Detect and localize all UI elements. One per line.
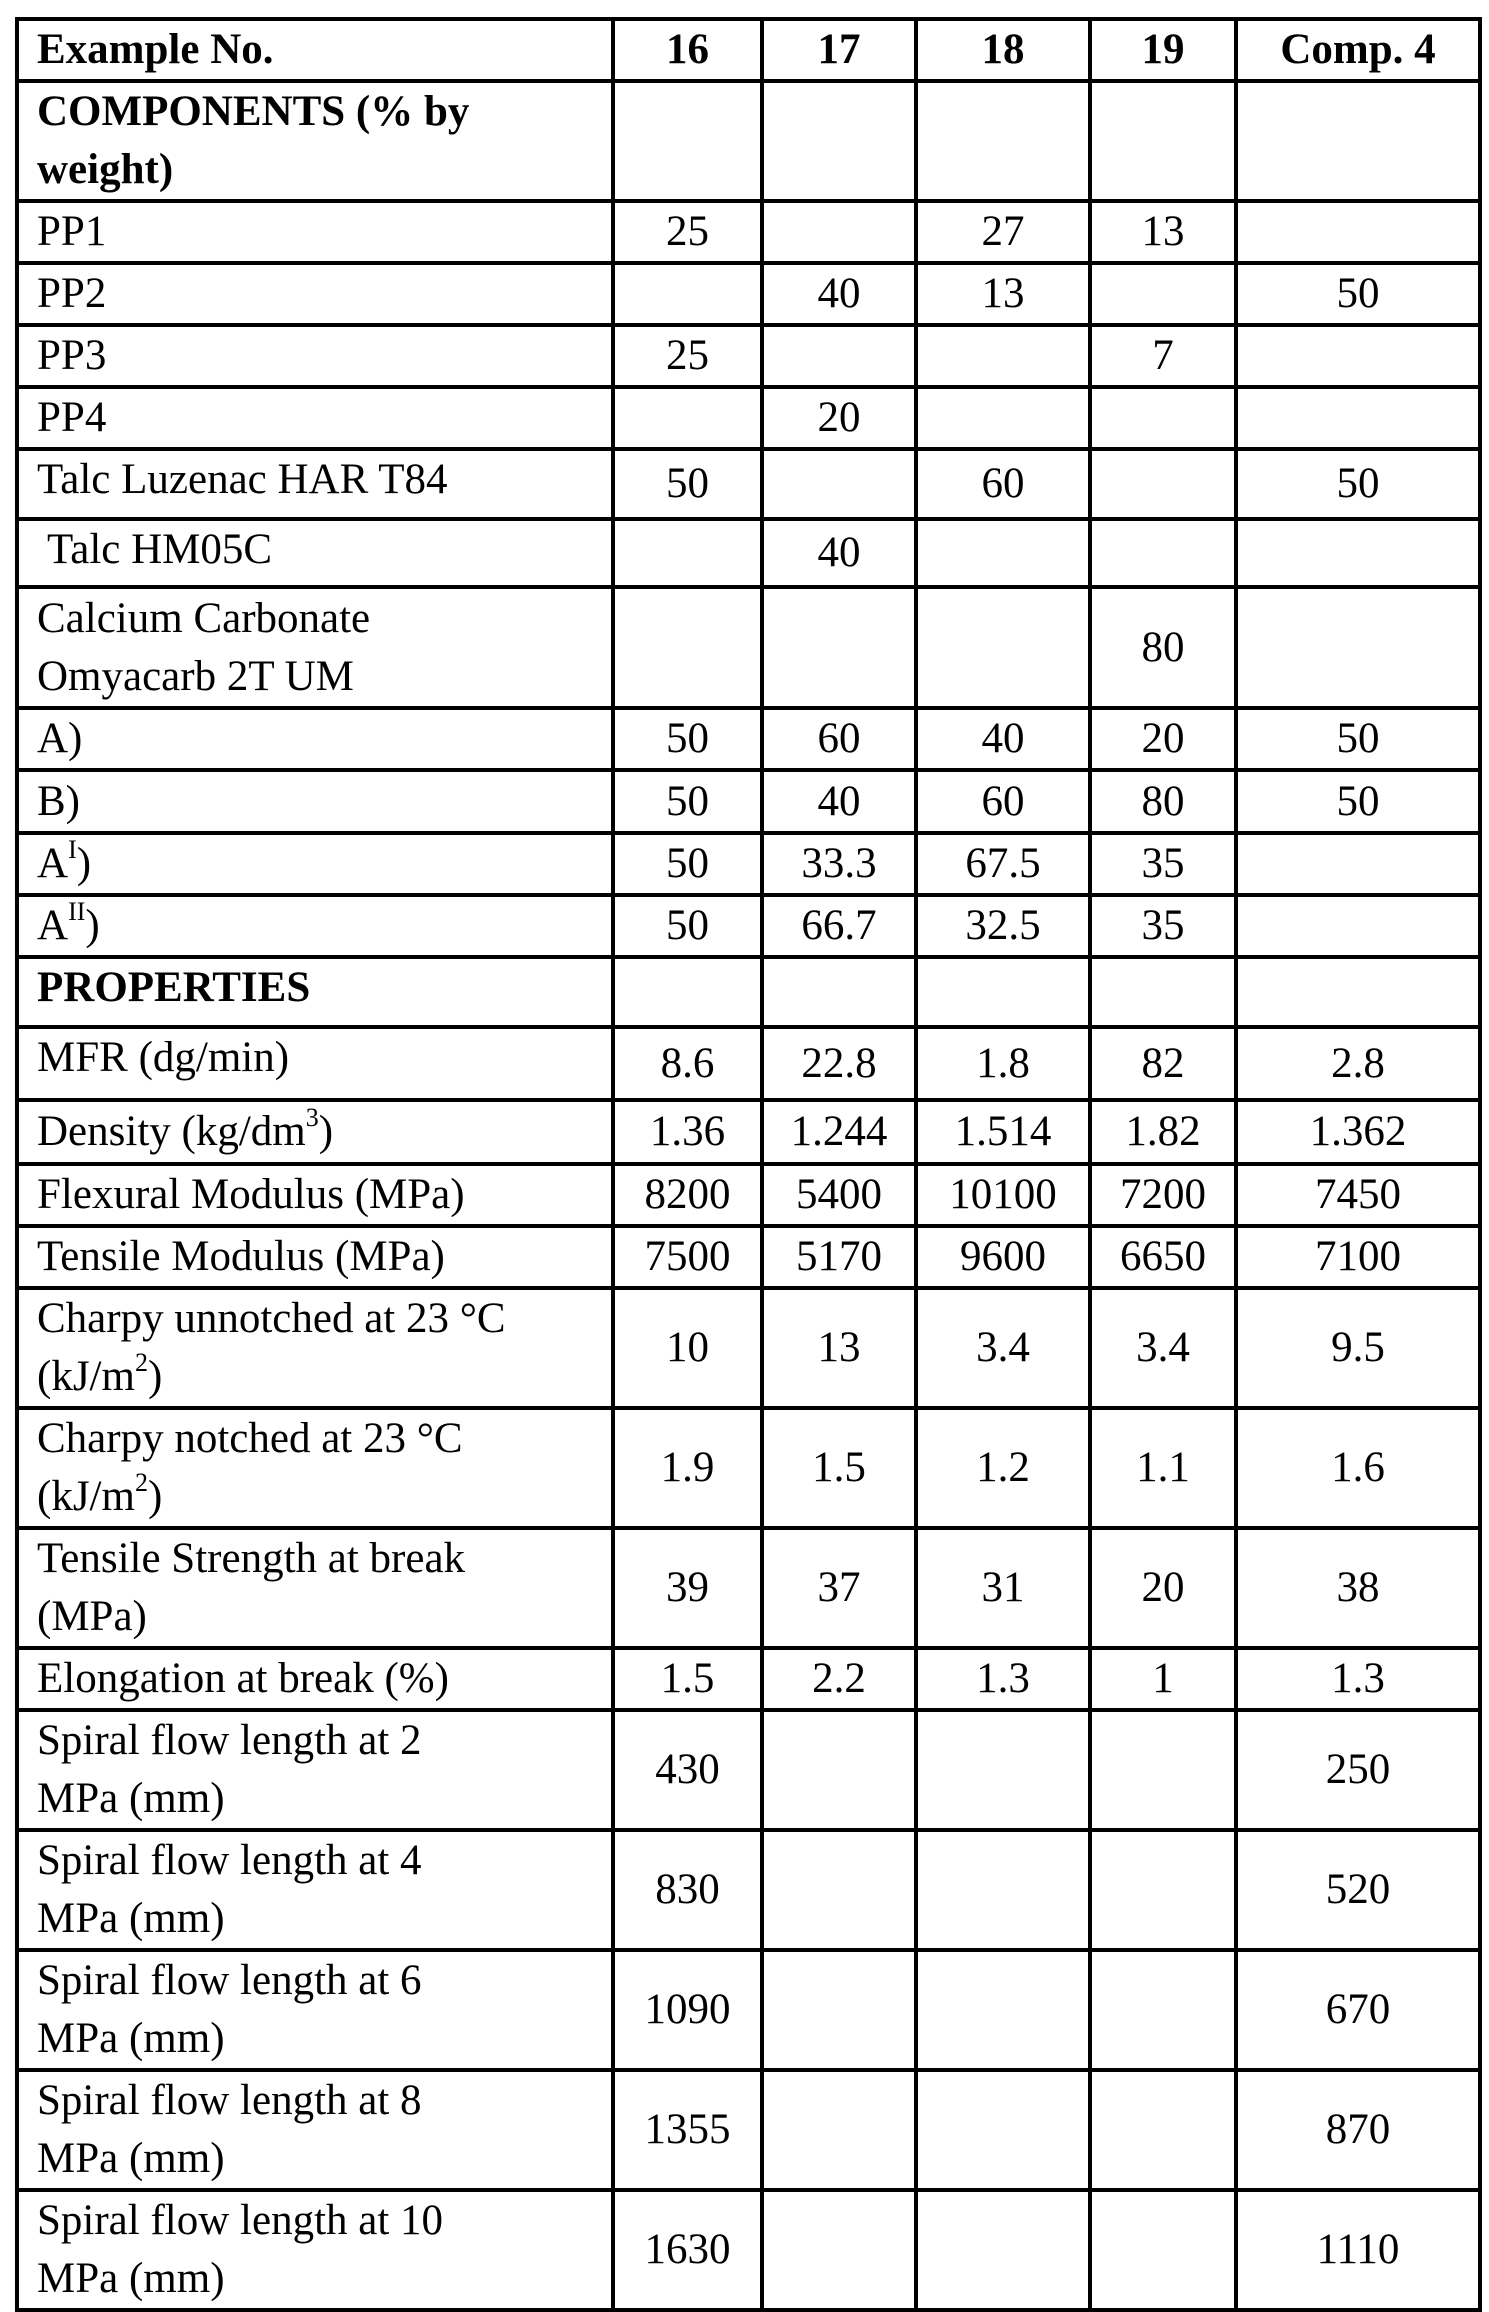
row-label: Flexural Modulus (MPa): [17, 1164, 613, 1226]
cell: 60: [762, 708, 916, 770]
cell: 38: [1236, 1528, 1480, 1648]
cell: 6650: [1090, 1226, 1236, 1288]
cell: [613, 387, 762, 449]
table-row: [17, 1226, 1480, 1288]
cell: 1.3: [916, 1648, 1090, 1710]
cell: 7200: [1090, 1164, 1236, 1226]
cell: 1.5: [613, 1648, 762, 1710]
row-label: PP3: [17, 325, 613, 387]
cell: [1090, 1830, 1236, 1950]
cell: 2.8: [1236, 1027, 1480, 1100]
cell: [916, 387, 1090, 449]
cell: [916, 2070, 1090, 2190]
cell: 1.82: [1090, 1100, 1236, 1164]
cell: [762, 201, 916, 263]
row-label: Spiral flow length at 4 MPa (mm): [17, 1830, 613, 1950]
cell: 31: [916, 1528, 1090, 1648]
cell: 22.8: [762, 1027, 916, 1100]
cell: [762, 1950, 916, 2070]
row-label: PP2: [17, 263, 613, 325]
cell: 1.2: [916, 1408, 1090, 1528]
cell: 670: [1236, 1950, 1480, 2070]
cell: 870: [1236, 2070, 1480, 2190]
cell: [916, 325, 1090, 387]
row-label: A): [17, 708, 613, 770]
label-base: Density (kg/dm: [37, 1108, 306, 1155]
cell: 1.9: [613, 1408, 762, 1528]
table-row: [17, 1528, 1480, 1648]
label-superscript: I: [68, 834, 77, 864]
table-row: [17, 895, 1480, 957]
section-row-components: [17, 81, 1480, 201]
cell: [613, 587, 762, 708]
cell: 40: [762, 519, 916, 587]
cell: [762, 587, 916, 708]
section-row-properties: [17, 957, 1480, 1027]
cell: [1090, 1950, 1236, 2070]
empty-cell: [1236, 957, 1480, 1027]
table-row: [17, 201, 1480, 263]
cell: 7500: [613, 1226, 762, 1288]
empty-cell: [762, 957, 916, 1027]
cell: 50: [1236, 263, 1480, 325]
cell: 1.36: [613, 1100, 762, 1164]
empty-cell: [1090, 81, 1236, 201]
table-row: [17, 2070, 1480, 2190]
cell: 1.3: [1236, 1648, 1480, 1710]
label-superscript: 3: [305, 1102, 319, 1132]
row-label: [17, 833, 613, 895]
label-superscript: 2: [134, 1467, 148, 1497]
empty-cell: [1090, 957, 1236, 1027]
cell: 1.362: [1236, 1100, 1480, 1164]
cell: 1: [1090, 1648, 1236, 1710]
cell: 40: [762, 770, 916, 833]
cell: 10: [613, 1288, 762, 1408]
cell: 9.5: [1236, 1288, 1480, 1408]
cell: 1.514: [916, 1100, 1090, 1164]
cell: [1236, 201, 1480, 263]
cell: 50: [1236, 770, 1480, 833]
row-label: MFR (dg/min): [17, 1027, 613, 1100]
cell: [1090, 519, 1236, 587]
header-label: Example No.: [17, 19, 613, 81]
label-tail: ): [318, 1108, 334, 1155]
row-label: [17, 895, 613, 957]
table-row: [17, 519, 1480, 587]
cell: [762, 449, 916, 519]
table-row: [17, 1408, 1480, 1528]
cell: [762, 325, 916, 387]
label-tail: ): [147, 1473, 163, 1520]
cell: 1110: [1236, 2190, 1480, 2310]
cell: 20: [1090, 708, 1236, 770]
cell: [1236, 325, 1480, 387]
table-row: [17, 1710, 1480, 1830]
cell: [1236, 519, 1480, 587]
table-row: [17, 1027, 1480, 1100]
cell: [1236, 587, 1480, 708]
cell: [1090, 2190, 1236, 2310]
cell: 10100: [916, 1164, 1090, 1226]
cell: 40: [916, 708, 1090, 770]
empty-cell: [613, 957, 762, 1027]
empty-cell: [916, 957, 1090, 1027]
cell: 35: [1090, 895, 1236, 957]
cell: 80: [1090, 770, 1236, 833]
cell: 50: [613, 708, 762, 770]
cell: [1090, 2070, 1236, 2190]
row-label: Elongation at break (%): [17, 1648, 613, 1710]
cell: 80: [1090, 587, 1236, 708]
cell: 5400: [762, 1164, 916, 1226]
cell: 25: [613, 201, 762, 263]
label-base: Charpy unnotched at 23 °C (kJ/m: [37, 1295, 506, 1400]
column-header: 16: [613, 19, 762, 81]
row-label: PP1: [17, 201, 613, 263]
cell: 830: [613, 1830, 762, 1950]
cell: [1090, 263, 1236, 325]
cell: [1090, 1710, 1236, 1830]
label-base: A: [37, 902, 69, 949]
section-heading: COMPONENTS (% by weight): [17, 81, 613, 201]
cell: 5170: [762, 1226, 916, 1288]
cell: [762, 1710, 916, 1830]
row-label: Tensile Modulus (MPa): [17, 1226, 613, 1288]
label-tail: ): [147, 1353, 163, 1400]
cell: 32.5: [916, 895, 1090, 957]
row-label: Calcium Carbonate Omyacarb 2T UM: [17, 587, 613, 708]
row-label: [17, 1408, 613, 1528]
row-label: PP4: [17, 387, 613, 449]
cell: 27: [916, 201, 1090, 263]
label-base: Charpy notched at 23 °C (kJ/m: [37, 1415, 463, 1520]
cell: [916, 2190, 1090, 2310]
cell: 3.4: [1090, 1288, 1236, 1408]
row-label: Spiral flow length at 2 MPa (mm): [17, 1710, 613, 1830]
cell: 250: [1236, 1710, 1480, 1830]
cell: 1.6: [1236, 1408, 1480, 1528]
row-label: Spiral flow length at 8 MPa (mm): [17, 2070, 613, 2190]
column-header: 18: [916, 19, 1090, 81]
label-superscript: 2: [134, 1347, 148, 1377]
table-row: [17, 770, 1480, 833]
table-row: [17, 1164, 1480, 1226]
empty-cell: [1236, 81, 1480, 201]
cell: 50: [1236, 708, 1480, 770]
column-header: 17: [762, 19, 916, 81]
table-row: [17, 708, 1480, 770]
cell: 67.5: [916, 833, 1090, 895]
cell: 1.1: [1090, 1408, 1236, 1528]
cell: 430: [613, 1710, 762, 1830]
table-row: [17, 387, 1480, 449]
composition-properties-table: [15, 17, 1482, 2312]
table-row: [17, 2190, 1480, 2310]
table-row: [17, 449, 1480, 519]
row-label: Spiral flow length at 6 MPa (mm): [17, 1950, 613, 2070]
cell: 50: [613, 833, 762, 895]
cell: 1.5: [762, 1408, 916, 1528]
label-superscript: II: [68, 896, 86, 926]
cell: 82: [1090, 1027, 1236, 1100]
cell: [916, 1710, 1090, 1830]
cell: [1236, 833, 1480, 895]
table-row: [17, 587, 1480, 708]
row-label: B): [17, 770, 613, 833]
cell: 37: [762, 1528, 916, 1648]
cell: 1090: [613, 1950, 762, 2070]
table-row: [17, 1288, 1480, 1408]
cell: 13: [916, 263, 1090, 325]
cell: [916, 519, 1090, 587]
cell: 7: [1090, 325, 1236, 387]
cell: 33.3: [762, 833, 916, 895]
cell: 50: [613, 895, 762, 957]
cell: [762, 2190, 916, 2310]
table-row: [17, 1648, 1480, 1710]
cell: 50: [613, 449, 762, 519]
cell: 39: [613, 1528, 762, 1648]
cell: 2.2: [762, 1648, 916, 1710]
cell: 50: [1236, 449, 1480, 519]
column-header: Comp. 4: [1236, 19, 1480, 81]
cell: 60: [916, 770, 1090, 833]
cell: [1090, 387, 1236, 449]
table-row: [17, 1950, 1480, 2070]
cell: 520: [1236, 1830, 1480, 1950]
empty-cell: [613, 81, 762, 201]
cell: 1.8: [916, 1027, 1090, 1100]
label-tail: ): [76, 840, 92, 887]
row-label: Spiral flow length at 10 MPa (mm): [17, 2190, 613, 2310]
table-row: [17, 325, 1480, 387]
section-heading: PROPERTIES: [17, 957, 613, 1027]
label-tail: ): [85, 902, 100, 949]
table-row: [17, 1830, 1480, 1950]
cell: 8.6: [613, 1027, 762, 1100]
cell: [916, 587, 1090, 708]
cell: 50: [613, 770, 762, 833]
row-label: Tensile Strength at break (MPa): [17, 1528, 613, 1648]
cell: [613, 519, 762, 587]
table-row: [17, 263, 1480, 325]
cell: 13: [1090, 201, 1236, 263]
cell: [1236, 387, 1480, 449]
cell: 1.244: [762, 1100, 916, 1164]
column-header: 19: [1090, 19, 1236, 81]
cell: 9600: [916, 1226, 1090, 1288]
table-row: [17, 1100, 1480, 1164]
cell: 66.7: [762, 895, 916, 957]
cell: 8200: [613, 1164, 762, 1226]
row-label: Talc Luzenac HAR T84: [17, 449, 613, 519]
row-label: [17, 1100, 613, 1164]
cell: [762, 1830, 916, 1950]
table-row: [17, 833, 1480, 895]
empty-cell: [916, 81, 1090, 201]
cell: [1236, 895, 1480, 957]
cell: 20: [1090, 1528, 1236, 1648]
label-base: A: [37, 840, 69, 887]
row-label: [17, 1288, 613, 1408]
cell: 7100: [1236, 1226, 1480, 1288]
cell: 1355: [613, 2070, 762, 2190]
empty-cell: [762, 81, 916, 201]
cell: [916, 1950, 1090, 2070]
cell: 60: [916, 449, 1090, 519]
cell: 20: [762, 387, 916, 449]
cell: 25: [613, 325, 762, 387]
cell: [613, 263, 762, 325]
cell: [1090, 449, 1236, 519]
cell: 40: [762, 263, 916, 325]
cell: [916, 1830, 1090, 1950]
cell: 13: [762, 1288, 916, 1408]
cell: [762, 2070, 916, 2190]
row-label: Talc HM05C: [17, 519, 613, 587]
cell: 7450: [1236, 1164, 1480, 1226]
header-row: [17, 19, 1480, 81]
cell: 35: [1090, 833, 1236, 895]
cell: 3.4: [916, 1288, 1090, 1408]
cell: 1630: [613, 2190, 762, 2310]
